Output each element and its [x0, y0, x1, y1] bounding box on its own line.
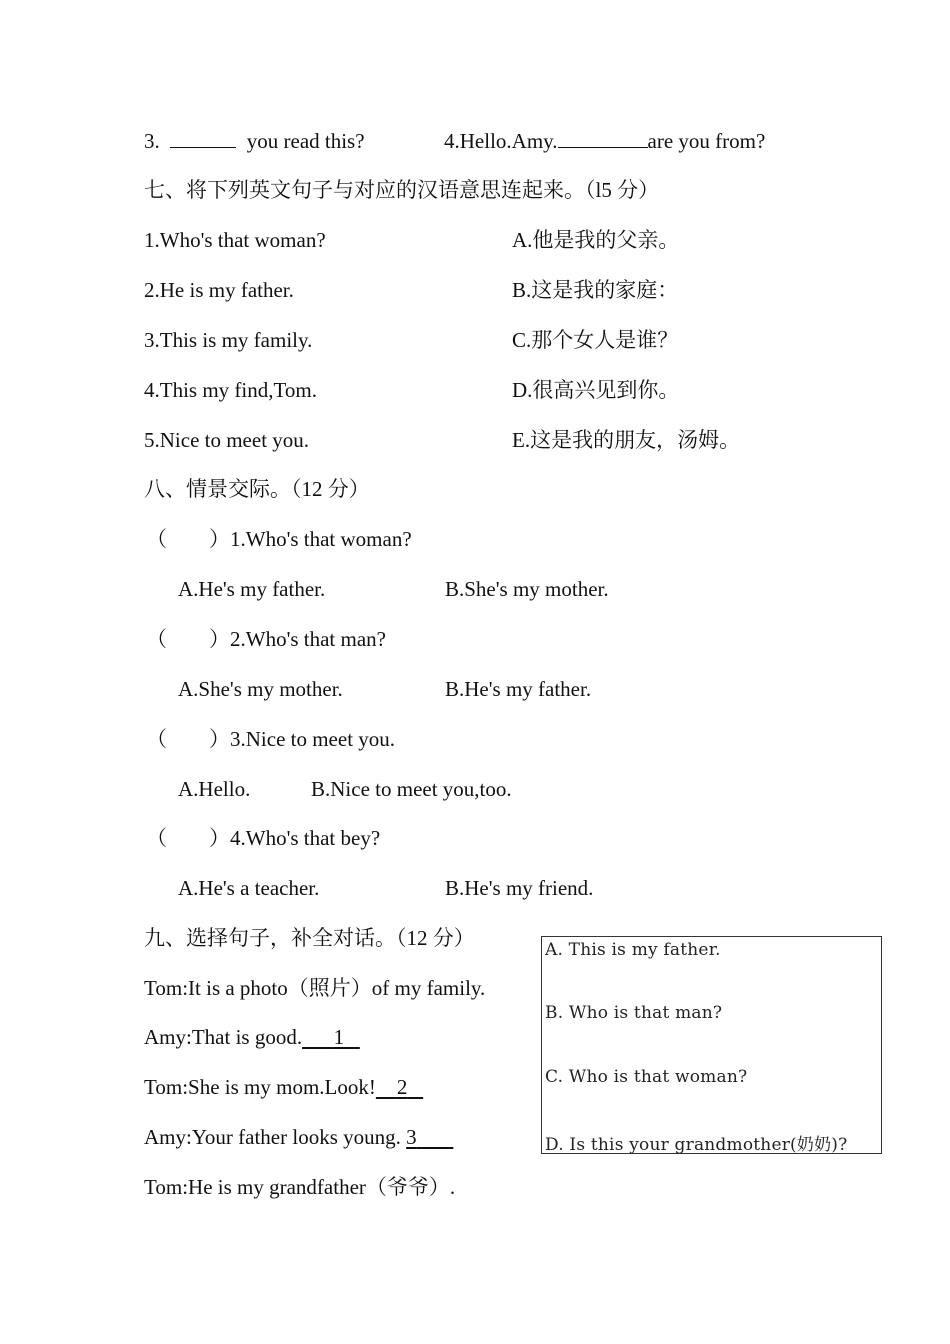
q6-item3: [144, 127, 365, 155]
dialogue-line-1: Tom:It is a photo（照片）of my family.: [144, 976, 486, 1000]
section8-question-1: [146, 525, 412, 553]
section7-left-4: 4.This my find,Tom.: [144, 378, 317, 402]
section7-left-5: 5.Nice to meet you.: [144, 428, 310, 452]
dialogue-line-4: [144, 1123, 453, 1151]
option-b: B. Who is that man?: [545, 1003, 723, 1023]
q6-item4-blank[interactable]: [558, 127, 648, 148]
section8-question-4: [146, 824, 380, 852]
section7-left-2: 2.He is my father.: [144, 278, 294, 302]
section8-title: 八、情景交际。（12 分）: [144, 477, 370, 501]
q6-item4-suffix: are you from?: [647, 129, 766, 153]
dialogue-line-3: [144, 1073, 423, 1101]
answer-paren[interactable]: （ ）: [146, 527, 230, 551]
dialogue-text: Tom:She is my mom.Look!: [144, 1075, 376, 1099]
section7-right-a: A.他是我的父亲。: [512, 228, 680, 252]
q6-item3-text: you read this?: [246, 129, 365, 153]
section7-left-1: 1.Who's that woman?: [144, 228, 326, 252]
section8-question-2: [146, 625, 386, 653]
dialogue-line-2: [144, 1023, 360, 1051]
dialogue-text: Amy:That is good.: [144, 1025, 303, 1049]
section8-q4-option-b: B.He's my friend.: [445, 876, 594, 900]
question-text: 2.Who's that man?: [230, 627, 386, 651]
option-a: A. This is my father.: [545, 940, 721, 960]
answer-paren[interactable]: （ ）: [146, 826, 230, 850]
option-c: C. Who is that woman?: [545, 1067, 748, 1087]
dialogue-text: Amy:Your father looks young.: [144, 1125, 401, 1149]
section8-question-3: [146, 725, 395, 753]
section7-left-3: 3.This is my family.: [144, 328, 313, 352]
options-box: [541, 936, 882, 1154]
answer-paren[interactable]: （ ）: [146, 627, 230, 651]
dialogue-blank-3[interactable]: 3: [406, 1125, 417, 1149]
question-text: 1.Who's that woman?: [230, 527, 412, 551]
section8-q3-option-b: B.Nice to meet you,too.: [311, 777, 512, 801]
answer-paren[interactable]: （ ）: [146, 727, 230, 751]
section8-q1-option-a: A.He's my father.: [178, 577, 326, 601]
q6-item3-number: 3.: [144, 129, 160, 153]
section8-q4-option-a: A.He's a teacher.: [178, 876, 320, 900]
section7-right-b: B.这是我的家庭：: [512, 278, 679, 302]
q6-item4-prefix: 4.Hello.Amy.: [444, 129, 558, 153]
dialogue-line-5: Tom:He is my grandfather（爷爷）.: [144, 1175, 456, 1199]
section8-q1-option-b: B.She's my mother.: [445, 577, 609, 601]
section8-q3-option-a: A.Hello.: [178, 777, 251, 801]
q6-item4: [444, 127, 765, 155]
q6-item3-blank[interactable]: [170, 127, 236, 148]
section7-title: 七、将下列英文句子与对应的汉语意思连起来。（l5 分）: [144, 178, 660, 202]
section8-q2-option-b: B.He's my father.: [445, 677, 592, 701]
dialogue-blank-2[interactable]: 2: [396, 1075, 408, 1099]
section7-right-c: C.那个女人是谁？: [512, 328, 679, 352]
question-text: 3.Nice to meet you.: [230, 727, 396, 751]
dialogue-blank-1[interactable]: 1: [333, 1025, 345, 1049]
option-d: D. Is this your grandmother(奶奶)?: [545, 1135, 848, 1155]
section9-title: 九、选择句子，补全对话。（12 分）: [144, 926, 475, 950]
question-text: 4.Who's that bey?: [230, 826, 381, 850]
section7-right-d: D.很高兴见到你。: [512, 378, 680, 402]
section8-q2-option-a: A.She's my mother.: [178, 677, 343, 701]
section7-right-e: E.这是我的朋友，汤姆。: [512, 428, 741, 452]
